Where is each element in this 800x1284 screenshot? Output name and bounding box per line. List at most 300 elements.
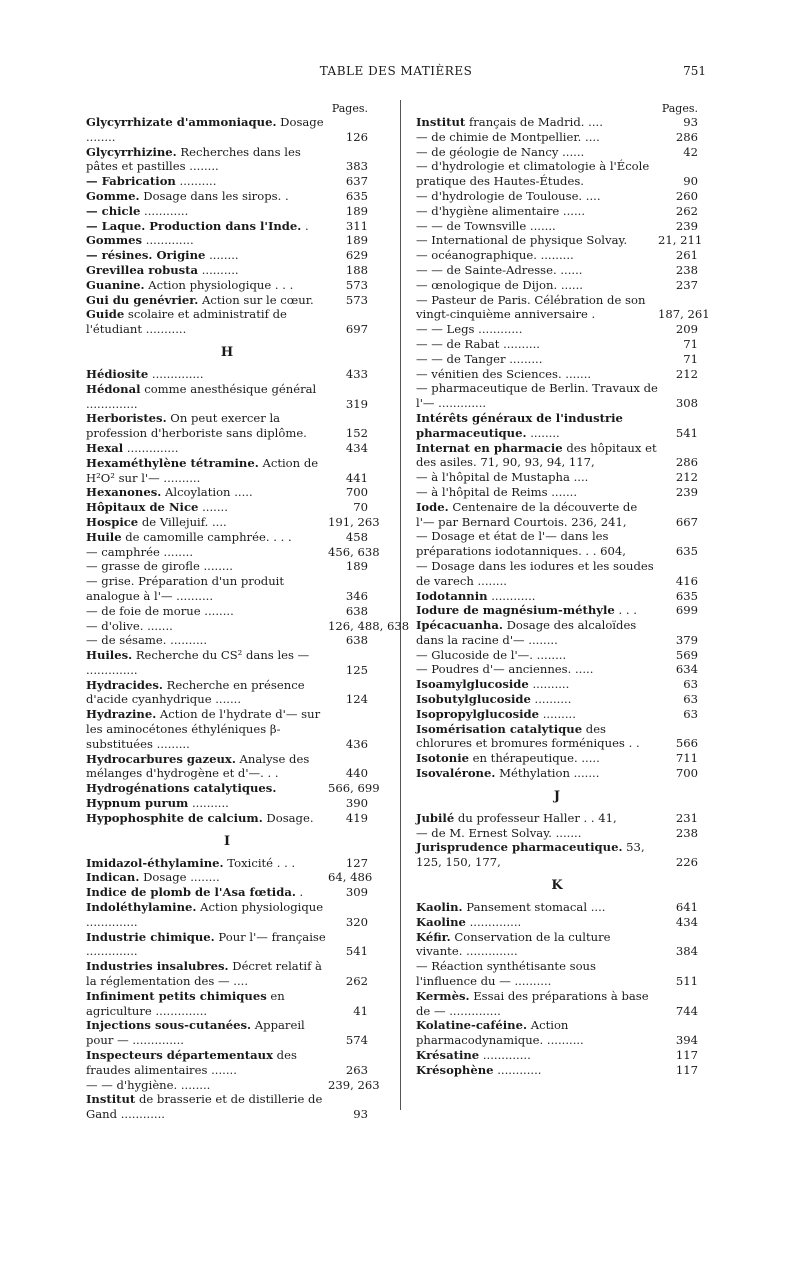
entry-detail: — d'hygiène alimentaire ......	[416, 203, 586, 218]
entry-page-ref: 189	[328, 233, 368, 248]
entry-heading: Industries insalubres.	[86, 959, 229, 974]
entry-detail: — International de physique Solvay.	[416, 233, 628, 248]
entry-text	[416, 233, 627, 247]
entry-detail: ........	[205, 248, 239, 263]
entry-text	[86, 174, 216, 188]
index-entry	[86, 514, 380, 530]
entry-text	[86, 781, 276, 795]
index-entry	[86, 219, 368, 234]
entry-text	[416, 618, 636, 647]
entry-page-ref: 231	[658, 811, 698, 826]
entry-detail: — Dosage et état de l'— dans les préparations iodotanniques. . . 604,	[416, 529, 626, 559]
entry-heading: Hydrogénations catalytiques.	[86, 781, 277, 796]
entry-text	[86, 293, 314, 307]
entry-text	[416, 263, 582, 277]
entry-detail: — d'olive. .......	[86, 618, 173, 633]
index-entry	[416, 989, 698, 1019]
entry-text	[86, 189, 289, 203]
entry-detail: ..........	[198, 262, 239, 277]
entry-detail: — à l'hôpital de Reims .......	[416, 484, 578, 499]
section-letter: K	[551, 878, 563, 894]
entry-page-ref: 261	[658, 248, 698, 263]
entry-heading: Hexanones.	[86, 485, 162, 500]
entry-text	[86, 545, 193, 559]
entry-page-ref: 319	[328, 397, 368, 412]
entry-page-ref: 238	[658, 263, 698, 278]
index-entry	[416, 618, 698, 648]
entry-text	[86, 530, 292, 544]
index-entry	[416, 233, 703, 248]
index-entry	[416, 367, 698, 382]
entry-text	[86, 870, 220, 884]
entry-text	[86, 307, 287, 336]
entry-text	[416, 381, 658, 410]
section-letter: H	[220, 344, 234, 360]
index-entry	[86, 278, 368, 293]
index-entry	[86, 707, 368, 751]
entry-text	[86, 485, 253, 499]
index-entry	[86, 485, 368, 500]
entry-detail: en thérapeutique. .....	[468, 751, 600, 766]
entry-page-ref: 311	[328, 219, 368, 234]
entry-text	[86, 811, 314, 825]
index-entry	[416, 263, 698, 278]
entry-detail: ..............	[148, 366, 204, 381]
entry-heading: Hédiosite	[86, 366, 149, 381]
entry-text	[416, 707, 576, 721]
entry-heading: Grevillea robusta	[86, 262, 199, 277]
index-entry	[416, 751, 698, 766]
entry-page-ref: 441	[328, 471, 368, 486]
index-entry	[86, 411, 368, 441]
entry-detail: — grise. Préparation d'un produit analogue à l'— ..........	[86, 574, 285, 603]
index-entry	[86, 574, 368, 604]
entry-page-ref: 416	[658, 574, 698, 589]
index-entry	[416, 292, 710, 323]
entry-detail: .	[295, 885, 304, 900]
entry-heading: Kaolin.	[416, 900, 463, 915]
entry-heading: Guide	[86, 307, 125, 322]
entry-page-ref: 42	[658, 145, 698, 160]
entry-text	[416, 441, 657, 470]
entry-text	[86, 856, 295, 870]
entry-heading: Gomme.	[86, 188, 140, 203]
entry-page-ref: 700	[658, 766, 698, 781]
entry-detail: de camomille camphrée. . . .	[121, 529, 292, 544]
entry-text	[86, 604, 234, 618]
entry-page-ref: 188	[328, 263, 368, 278]
entry-page-ref: 239, 263	[328, 1077, 380, 1092]
entry-detail: — d'hydrologie et climatologie à l'École pratique des Hautes-Études.	[416, 159, 650, 189]
entry-detail: — œnologique de Dijon. ......	[416, 277, 583, 292]
entry-text	[416, 1063, 541, 1077]
entry-heading: Huile	[86, 529, 122, 544]
entry-page-ref: 21, 211	[658, 233, 703, 248]
index-entry	[86, 856, 368, 871]
index-entry	[416, 352, 698, 367]
index-entry	[86, 604, 368, 619]
entry-detail: — camphrée ........	[86, 544, 193, 559]
entry-text	[86, 796, 229, 810]
entry-detail: Centenaire de la découverte de l'— par Bernard Courtois. 236, 241,	[416, 499, 638, 529]
index-entry	[86, 174, 368, 189]
entry-page-ref: 566	[658, 736, 698, 751]
entry-page-ref: 124	[328, 692, 368, 707]
entry-page-ref: 152	[328, 426, 368, 441]
entry-heading: Inspecteurs départementaux	[86, 1048, 273, 1063]
entry-detail: Essai des préparations à base de — ..............	[416, 988, 649, 1018]
entry-heading: Hydrazine.	[86, 707, 157, 722]
entry-detail: — de géologie de Nancy ......	[416, 144, 585, 159]
section-letter: I	[223, 833, 231, 849]
entry-text	[416, 278, 583, 292]
entry-heading: Industrie chimique.	[86, 929, 215, 944]
entry-page-ref: 41	[328, 1004, 368, 1019]
entry-detail: — de sésame. ..........	[86, 633, 207, 648]
entry-text	[86, 204, 188, 218]
entry-heading: Isomérisation catalytique	[416, 721, 583, 736]
index-entry	[86, 145, 368, 175]
entry-detail: de brasserie et de distillerie de Gand ............	[86, 1092, 323, 1122]
entry-detail: Pour l'— française ..............	[86, 929, 326, 959]
entry-page-ref: 63	[658, 707, 698, 722]
entry-page-ref: 262	[658, 204, 698, 219]
entry-text	[416, 559, 654, 588]
entry-heading: Kermès.	[416, 988, 470, 1003]
entry-page-ref: 635	[328, 189, 368, 204]
entry-heading: Hypophosphite de calcium.	[86, 810, 263, 825]
index-entry	[416, 959, 698, 989]
index-entry	[416, 840, 698, 870]
entry-page-ref: 456, 638	[328, 544, 380, 559]
entry-text	[416, 589, 535, 603]
entry-page-ref: 127	[328, 856, 368, 871]
entry-page-ref: 226	[658, 855, 698, 870]
entry-page-ref: 574	[328, 1033, 368, 1048]
entry-text	[86, 989, 285, 1018]
index-entry	[86, 500, 368, 515]
entry-detail: Toxicité . . .	[223, 855, 296, 870]
entry-page-ref: 390	[328, 796, 368, 811]
entry-heading: Intérêts généraux de l'industrie pharmaceutique.	[416, 410, 623, 440]
entry-page-ref: 699	[658, 603, 698, 618]
entry-detail: Décret relatif à la réglementation des — ....	[86, 959, 322, 989]
index-entry	[416, 411, 698, 441]
index-entry	[416, 1048, 698, 1063]
index-entry	[416, 485, 698, 500]
entry-page-ref: 262	[328, 974, 368, 989]
index-entry	[416, 115, 698, 130]
entry-detail: — — d'hygiène. ........	[86, 1077, 211, 1092]
entry-page-ref: 117	[658, 1063, 698, 1078]
entry-detail: — d'hydrologie de Toulouse. ....	[416, 188, 601, 203]
entry-heading: Jubilé	[416, 810, 455, 825]
pages-label-right: Pages.	[661, 102, 698, 115]
entry-text	[86, 248, 239, 262]
entry-text	[86, 678, 305, 707]
index-entry	[86, 633, 368, 648]
entry-page-ref: 629	[328, 248, 368, 263]
entry-detail: des hôpitaux et des asiles. 71, 90, 93, 94, 117,	[416, 440, 657, 470]
entry-page-ref: 71	[658, 352, 698, 367]
entry-text	[86, 115, 324, 144]
entry-page-ref: 189	[328, 559, 368, 574]
index-entry	[86, 367, 368, 382]
index-entry	[86, 1018, 368, 1048]
index-entry	[86, 441, 368, 456]
entry-detail: On peut exercer la profession d'herboriste sans diplôme.	[86, 411, 307, 441]
index-entry	[416, 692, 698, 707]
index-entry	[86, 115, 368, 145]
entry-page-ref: 212	[658, 367, 698, 382]
entry-text	[416, 337, 540, 351]
entry-page-ref: 64, 486	[328, 870, 373, 885]
entry-heading: Herboristes.	[86, 411, 167, 426]
entry-heading: Huiles.	[86, 648, 133, 663]
index-entry	[416, 381, 698, 411]
entry-text	[416, 130, 600, 144]
entry-detail: — Dosage dans les iodures et les soudes de varech ........	[416, 558, 654, 588]
entry-heading: — résines. Origine	[86, 248, 206, 263]
entry-page-ref: 309	[328, 885, 368, 900]
entry-heading: Infiniment petits chimiques	[86, 988, 267, 1003]
entry-text	[86, 500, 228, 514]
entry-text	[86, 900, 323, 929]
entry-heading: Hypnum purum	[86, 796, 189, 811]
entry-text	[416, 322, 522, 336]
index-entry	[86, 781, 380, 796]
index-entry	[86, 544, 380, 560]
index-entry	[416, 219, 698, 234]
index-entry	[416, 529, 698, 559]
entry-text	[86, 278, 293, 292]
entry-detail: — Glucoside de l'—. ........	[416, 647, 567, 662]
entry-heading: Hexaméthylène tétramine.	[86, 455, 259, 470]
entry-page-ref: 394	[658, 1033, 698, 1048]
entry-text	[86, 382, 316, 411]
entry-text	[416, 915, 521, 929]
entry-detail: Dosage.	[262, 810, 314, 825]
entry-page-ref: 189	[328, 204, 368, 219]
entry-text	[416, 145, 584, 159]
entry-detail: — Poudres d'— anciennes. .....	[416, 662, 594, 677]
entry-page-ref: 433	[328, 367, 368, 382]
entry-page-ref: 641	[658, 900, 698, 915]
left-column	[86, 102, 410, 1122]
entry-heading: Hospice	[86, 514, 139, 529]
entry-page-ref: 239	[658, 219, 698, 234]
right-column	[416, 102, 710, 1078]
index-entry	[86, 959, 368, 989]
entry-heading: Iodotannin	[416, 588, 488, 603]
entry-detail: ..............	[465, 914, 522, 929]
entry-text	[86, 648, 309, 677]
entry-text	[86, 959, 322, 988]
entry-detail: .	[301, 218, 309, 233]
entry-heading: Hôpitaux de Nice	[86, 500, 199, 515]
index-entry	[86, 811, 368, 826]
entry-text	[416, 500, 637, 529]
entry-page-ref: 635	[658, 544, 698, 559]
entry-text	[416, 367, 591, 381]
index-entry	[416, 648, 698, 663]
entry-text	[416, 204, 585, 218]
entry-detail: en agriculture ..............	[86, 988, 285, 1018]
entry-detail: français de Madrid. ....	[465, 115, 603, 129]
entry-page-ref: 434	[328, 441, 368, 456]
entry-text	[416, 159, 649, 188]
index-entry	[86, 870, 373, 885]
entry-detail: ..........	[175, 174, 217, 189]
entry-page-ref: 700	[328, 485, 368, 500]
entry-page-ref: 191, 263	[328, 514, 380, 529]
entry-text	[416, 189, 601, 203]
entry-text	[86, 145, 301, 174]
entry-text	[416, 989, 649, 1018]
entry-detail: — pharmaceutique de Berlin. Travaux de l'— .............	[416, 381, 658, 411]
running-header	[86, 64, 706, 84]
entry-heading: Isopropylglucoside	[416, 706, 540, 721]
entry-heading: Ipécacuanha.	[416, 618, 503, 633]
entry-page-ref: 436	[328, 737, 368, 752]
entry-detail: Conservation de la culture vivante. ..............	[416, 929, 611, 959]
entry-page-ref: 237	[658, 278, 698, 293]
entry-detail: — vénitien des Sciences. .......	[416, 366, 592, 381]
entry-text	[416, 648, 566, 662]
entry-detail: — de chimie de Montpellier. ....	[416, 129, 600, 144]
entry-text	[86, 574, 284, 603]
index-entry	[86, 233, 368, 248]
index-entry	[416, 707, 698, 722]
entry-page-ref: 637	[328, 174, 368, 189]
entry-heading: Iodure de magnésium-méthyle	[416, 603, 615, 618]
entry-text	[416, 766, 599, 780]
entry-heading: Hydracides.	[86, 677, 163, 692]
page-number: 751	[683, 64, 706, 78]
entry-heading: — chicle	[86, 203, 141, 218]
entry-detail: 53, 125, 150, 177,	[416, 840, 645, 870]
index-entry	[416, 204, 698, 219]
entry-page-ref: 440	[328, 766, 368, 781]
column-divider	[400, 100, 401, 1110]
index-entry	[86, 648, 368, 678]
entry-detail: ............	[493, 1062, 542, 1077]
index-entry	[416, 278, 698, 293]
index-entry	[86, 248, 368, 263]
index-entry	[416, 662, 698, 677]
index-entry	[416, 130, 698, 145]
entry-page-ref: 212	[658, 470, 698, 485]
index-entry	[416, 500, 698, 530]
entry-detail: Méthylation .......	[495, 766, 600, 781]
entry-detail: Pansement stomacal ....	[462, 900, 606, 915]
entry-text	[86, 515, 227, 529]
entry-detail: . . .	[614, 603, 637, 618]
entry-detail: de Villejuif. ....	[138, 514, 227, 529]
entry-page-ref: 744	[658, 1004, 698, 1019]
index-entry	[86, 307, 368, 337]
entry-detail: — de M. Ernest Solvay. .......	[416, 825, 582, 840]
entry-page-ref: 511	[658, 974, 698, 989]
entry-detail: — — de Tanger .........	[416, 351, 543, 366]
index-entry	[416, 766, 698, 781]
entry-detail: ..........	[528, 677, 570, 692]
entry-detail: — — de Rabat ..........	[416, 336, 540, 351]
entry-text	[416, 677, 569, 691]
entry-detail: du professeur Haller . . 41,	[454, 810, 617, 825]
entry-page-ref: 286	[658, 130, 698, 145]
entry-page-ref: 286	[658, 455, 698, 470]
pages-label: Pages.	[331, 102, 368, 115]
entry-heading: Isoamylglucoside	[416, 677, 529, 692]
entry-text	[416, 352, 542, 366]
entry-page-ref: 541	[658, 426, 698, 441]
entry-heading: Isobutylglucoside	[416, 692, 531, 707]
entry-text	[86, 1018, 305, 1047]
entry-detail: — Réaction synthétisante sous l'influence du — ..........	[416, 959, 596, 989]
index-entry	[416, 589, 698, 604]
index-entry	[416, 722, 698, 752]
entry-page-ref: 320	[328, 915, 368, 930]
entry-detail: ........	[526, 425, 560, 440]
entry-heading: Hédonal	[86, 381, 141, 396]
index-entry	[86, 752, 368, 782]
entry-detail: Analyse des mélanges d'hydrogène et d'—. . .	[86, 751, 310, 781]
entry-heading: Krésatine	[416, 1048, 480, 1063]
entry-text	[86, 1078, 210, 1092]
entry-detail: Action physiologique . . .	[144, 277, 294, 292]
entry-detail: .........	[539, 706, 576, 721]
entry-text	[86, 559, 233, 573]
entry-detail: des fraudes alimentaires .......	[86, 1048, 297, 1077]
entry-text	[416, 662, 593, 676]
entry-text	[416, 219, 556, 233]
entry-page-ref: 126, 488, 638	[328, 618, 410, 633]
index-entry	[416, 559, 698, 589]
entry-page-ref: 346	[328, 589, 368, 604]
entry-detail: Action de l'hydrate d'— sur les aminocétones éthyléniques β-substituées .........	[86, 707, 321, 751]
entry-page-ref: 90	[658, 174, 698, 189]
entry-page-ref: 93	[328, 1107, 368, 1122]
entry-page-ref: 569	[658, 648, 698, 663]
entry-text	[416, 840, 645, 869]
entry-text	[86, 411, 307, 440]
entry-page-ref: 260	[658, 189, 698, 204]
entry-detail: .......	[198, 500, 228, 515]
entry-heading: Institut	[86, 1092, 136, 1107]
entry-text	[416, 293, 645, 322]
entry-page-ref: 263	[328, 1063, 368, 1078]
index-entry	[86, 900, 368, 930]
entry-detail: Alcoylation .....	[161, 485, 253, 500]
entry-heading: Kéfir.	[416, 929, 451, 944]
entry-heading: Injections sous-cutanées.	[86, 1018, 252, 1033]
entry-detail: Dosage des alcaloïdes dans la racine d'— ........	[416, 618, 637, 647]
index-entry	[86, 189, 368, 204]
entry-text	[86, 456, 318, 485]
entry-page-ref: 711	[658, 751, 698, 766]
entry-text	[416, 826, 581, 840]
index-entry	[416, 441, 698, 471]
index-entry	[416, 145, 698, 160]
index-entry	[86, 1092, 368, 1122]
entry-detail: Action sur le cœur.	[198, 292, 314, 307]
entry-detail: Dosage ........	[139, 870, 220, 885]
entry-text	[416, 751, 600, 765]
entry-page-ref: 573	[328, 278, 368, 293]
entry-page-ref: 458	[328, 530, 368, 545]
index-entry	[416, 189, 698, 204]
